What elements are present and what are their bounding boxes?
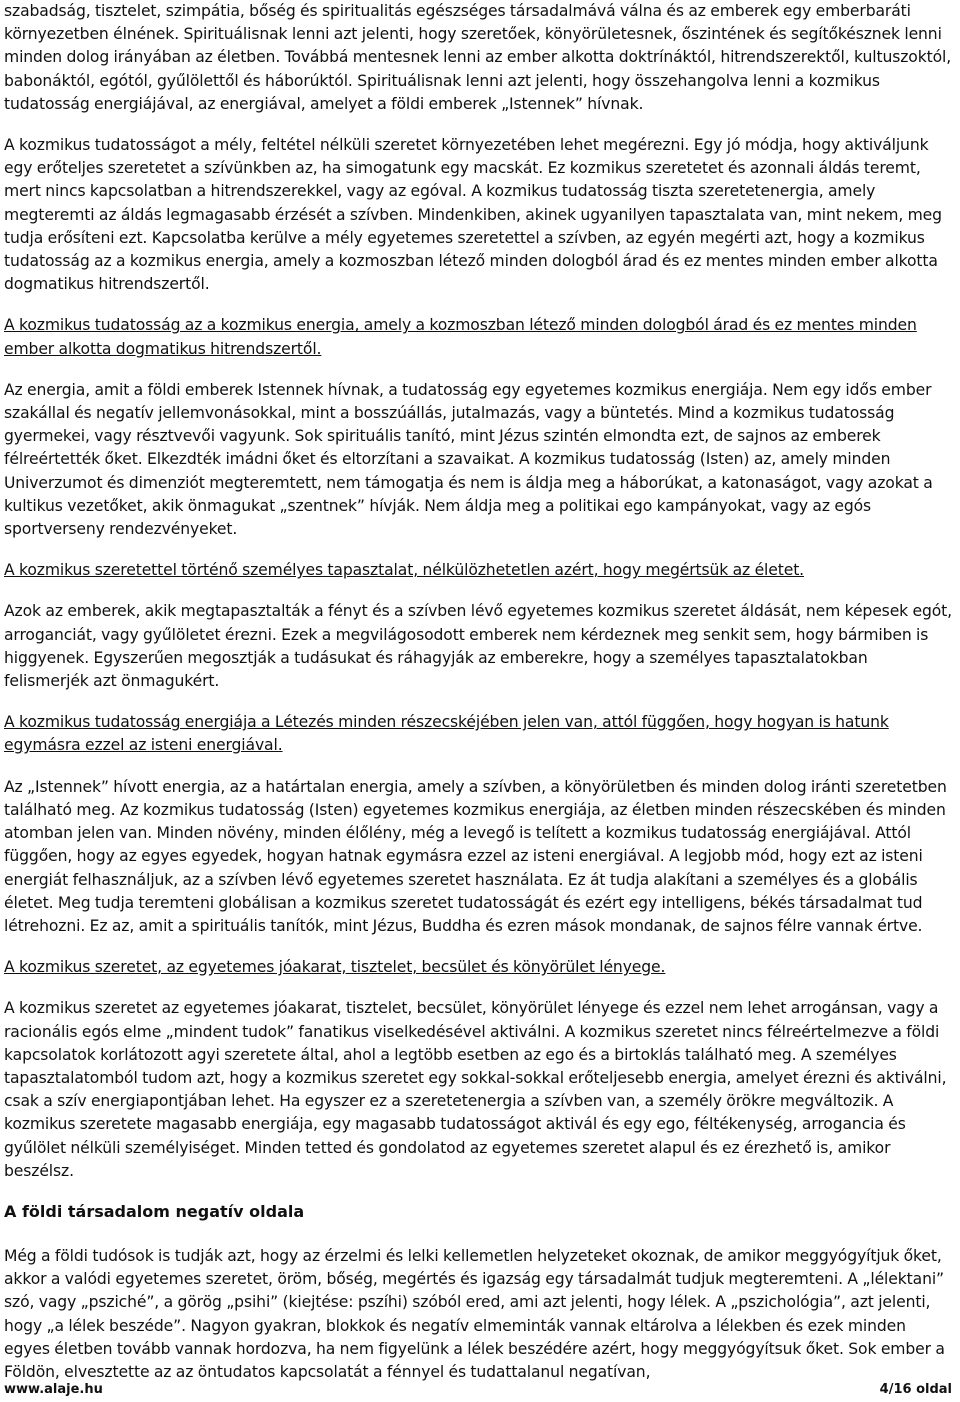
paragraph-text: A földi társadalom negatív oldala xyxy=(4,1201,305,1221)
paragraph-text: Azok az emberek, akik megtapasztalták a fényt és a szívben lévő egyetemes kozmikus szeretet áldását, nem képesek egót, arroganciát, vagy gyűlöletet érezni. Ezek a megvilágosodott emberek nem kérdeznek meg senkit sem, hogy bármiben is higgyenek. Egyszerűen megosztják a tudásukat és ráhagyják az emberekre, hogy a személyes tapasztalatokban felismerjék azt önmagukért. xyxy=(4,602,953,691)
paragraph-text: Még a földi tudósok is tudják azt, hogy az érzelmi és lelki kellemetlen helyzeteket okoznak, de amikor meggyógyítjuk őket, akkor a valódi egyetemes szeretet, öröm, bőség, megértés és igazság egy társadalmát tudjuk megteremteni. A „lélektani” szó, vagy „psziché”, a görög „psihi” (kiejtése: pszíhi) szóból ered, ami azt jelenti, hogy lélek. A „pszichológia”, azt jelenti, hogy „a lélek beszéde”. Nagyon gyakran, blokkok és negatív elmeminták vannak eltárolva a lélekben és ezek minden egyes életben tovább vannak hordozva, ha nem figyelünk a lélek beszédére azért, hogy meggyógyítsuk őket. Sok ember a Földön, elvesztette az az öntudatos kapcsolatát a fénnyel és tudattalanul negatívan, xyxy=(4,1246,945,1381)
highlighted-statement xyxy=(4,559,956,582)
paragraph-text: Spirituálisnak lenni azt jelenti, hogy összehangolva lenni a kozmikus tudatosság energiájával, az energiával, amelyet a földi emberek „Istennek” hívnak. xyxy=(4,71,880,113)
body-paragraph xyxy=(4,0,956,116)
paragraph-text: A kozmikus tudatosságot a mély, feltétel nélküli szeretet környezetében lehet megérezni. Egy jó módja, hogy aktiváljunk egy erőteljes szeretetet a szívünkben az, ha simogatunk egy macskát. Ez kozmikus szeretetet és azonnali áldás teremt, mert nincs kapcsolatban a hitrendszerekkel, vagy az egóval. A kozmikus tudatosság tiszta szeretetenergia, amely megteremti az áldás legmagasabb érzését a szívben. Mindenkiben, akinek ugyanilyen tapasztalata van, mint nekem, meg tudja erősíteni ezt. Kapcsolatba kerülve a mély egyetemes szeretettel a szívben, az egyén megérti azt, hogy a kozmikus tudatosság az a kozmikus energia, amely a kozmoszban létező minden dologból árad és ez mentes minden ember alkotta dogmatikus hitrendszertől. xyxy=(4,136,942,294)
section-heading xyxy=(4,1201,956,1223)
body-paragraph xyxy=(4,776,956,938)
paragraph-text: A kozmikus tudatosság az a kozmikus energia, amely a kozmoszban létező minden dologból árad és ez mentes minden ember alkotta dogmatikus hitrendszertől. xyxy=(4,316,917,358)
paragraph-text: A kozmikus szeretettel történő személyes tapasztalat, nélkülözhetetlen azért, hogy megértsük az életet. xyxy=(4,561,805,580)
paragraph-text: A kozmikus szeretet, az egyetemes jóakarat, tisztelet, becsület és könyörület lényege. xyxy=(4,958,666,977)
highlighted-statement xyxy=(4,956,956,979)
paragraph-text: szabadság, tisztelet, szimpátia, bőség és spiritualitás egészséges társadalmává válna és az emberek egy emberbaráti környezetben élnének. Spirituálisnak lenni azt jelenti, hogy szeretőek, könyörületesnek, őszintének és segítőkésznek lenni minden dolog irányában az életben. xyxy=(4,2,942,67)
highlighted-statement xyxy=(4,711,956,757)
body-paragraph xyxy=(4,997,956,1183)
paragraph-text: Továbbá mentesnek lenni az ember alkotta doktrínáktól, hitrendszerektől, kultuszoktól, babonáktól, egótól, gyűlölettől és háborúktól. xyxy=(4,48,952,90)
body-paragraph xyxy=(4,134,956,296)
footer-page-number: 4/16 oldal xyxy=(879,1382,952,1397)
highlighted-statement xyxy=(4,314,956,360)
paragraph-text: A kozmikus tudatosság energiája a Létezés minden részecskéjében jelen van, attól függően, hogy hogyan is hatunk egymásra ezzel az isteni energiával. xyxy=(4,713,889,755)
footer-site-url: www.alaje.hu xyxy=(4,1382,103,1397)
body-paragraph xyxy=(4,379,956,541)
paragraph-text: A kozmikus szeretet az egyetemes jóakarat, tisztelet, becsület, könyörület lényege és ezzel nem lehet arrogánsan, vagy a racionális egós elme „mindent tudok” fanatikus viselkedésével aktiválni. A kozmikus szeretet nincs félreértelmezve a földi kapcsolatok korlátozott agyi szeretete által, ahol a legtöbb esetben az ego és a birtoklás található meg. A személyes tapasztalatomból tudom azt, hogy a kozmikus szeretet egy sokkal-sokkal erőteljesebb energia, amelyet érezni és aktiválni, csak a szív energiapontjában lehet. Ha egyszer ez a szeretetenergia a szívben van, a személy örökre megváltozik. A kozmikus szeretete magasabb energiája, egy magasabb tudatosságot aktivál és egy ego, féltékenység, arrogancia és gyűlölet nélküli személyiséget. Minden tetted és gondolatod az egyetemes szeretet alapul és ez érezhető is, amikor beszélsz. xyxy=(4,999,947,1180)
document-page xyxy=(4,0,956,1402)
body-paragraph xyxy=(4,600,956,693)
paragraph-text: Az „Istennek” hívott energia, az a határtalan energia, amely a szívben, a könyörületben és minden dolog iránti szeretetben található meg. Az kozmikus tudatosság (Isten) egyetemes kozmikus energiája, az életben minden részecskében és minden atomban jelen van. Minden növény, minden élőlény, még a levegő is telített a kozmikus tudatosság energiájával. Attól függően, hogy az egyes egyedek, hogyan hatnak egymásra ezzel az isteni energiával. A legjobb mód, hogy ezt az isteni energiát felhasználjuk, az a szívben lévő egyetemes szeretet használata. Ez át tudja alakítani a személyes és a globális életet. Meg tudja teremteni globálisan a kozmikus szeretet tudatosságát és ezért egy intelligens, békés társadalmat tud létrehozni. Ez az, amit a spirituális tanítók, mint Jézus, Buddha és ezren mások mondanak, de sajnos félre vannak értve. xyxy=(4,777,947,935)
page-footer xyxy=(4,1382,952,1397)
body-paragraph xyxy=(4,1245,956,1384)
paragraph-text: Az energia, amit a földi emberek Istennek hívnak, a tudatosság egy egyetemes kozmikus energiája. Nem egy idős ember szakállal és negatív jellemvonásokkal, mint a bosszúállás, jutalmazás, vagy a büntetés. Mind a kozmikus tudatosság gyermekei, vagy résztvevői vagyunk. Sok spirituális tanító, mint Jézus szintén elmondta ezt, de sajnos az emberek félreértették őket. Elkezdték imádni őket és eltorzítani a szavaikat. A kozmikus tudatosság (Isten) az, amely minden Univerzumot és dimenziót megteremtett, nem támogatja és nem is áldja meg a háborúkat, a katonaságot, vagy azokat a kultikus vezetőket, akik önmagukat „szentnek” hívják. Nem áldja meg a politikai ego kampányokat, vagy az egós sportverseny rendezvényeket. xyxy=(4,380,933,539)
